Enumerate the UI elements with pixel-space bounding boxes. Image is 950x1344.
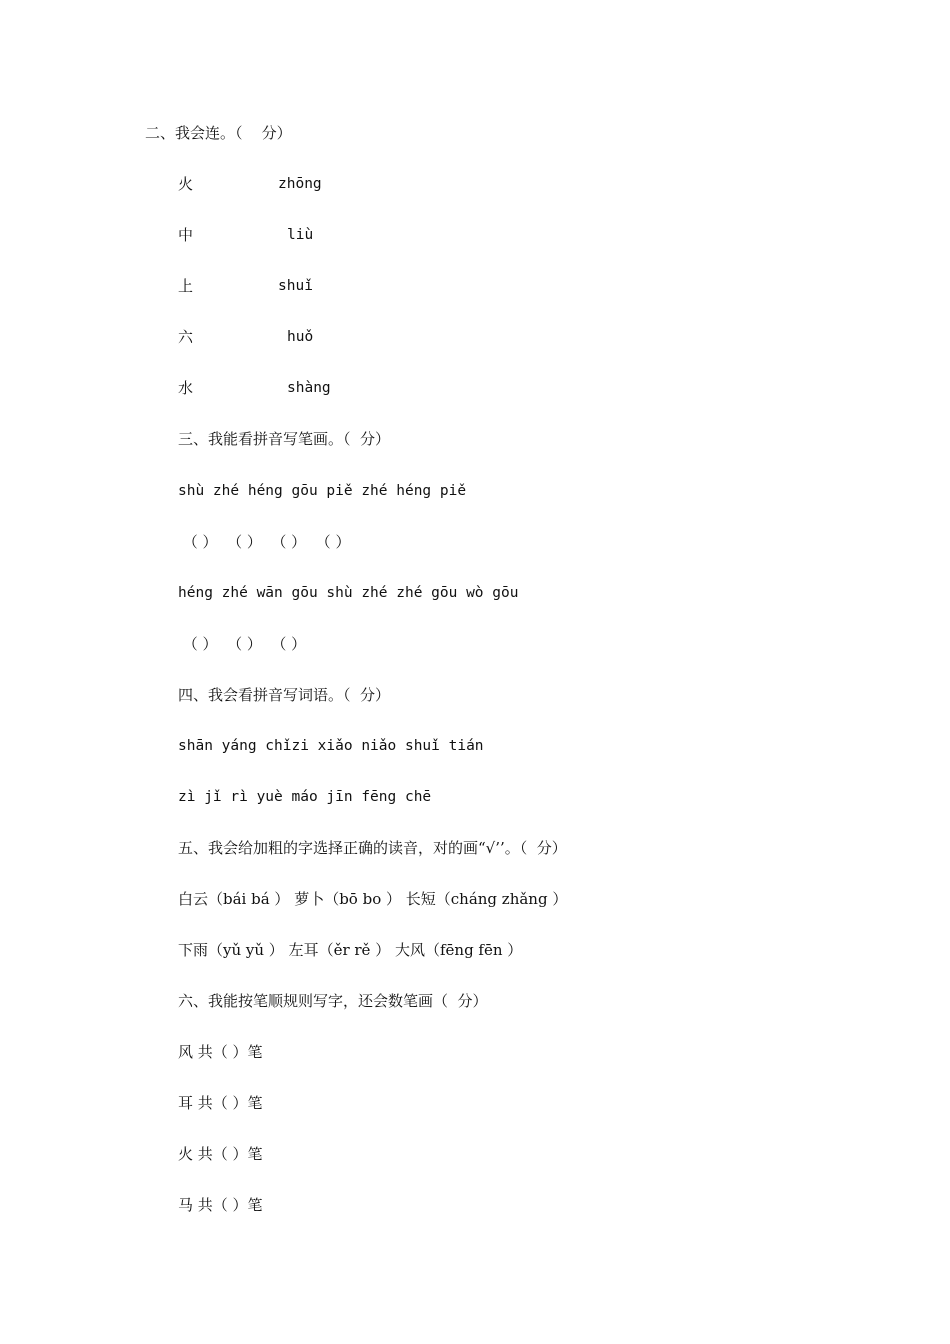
- section-5-heading: 五、我会给加粗的字选择正确的读音，对的画“√’’。（ 分）: [178, 839, 567, 857]
- stroke-count-item-1: 风 共（ ）笔: [178, 1043, 263, 1061]
- reading-choice-row-2: 下雨（yǔ yǔ ） 左耳（ěr rě ） 大风（fēng fēn ）: [178, 941, 523, 959]
- stroke-pinyin-row-2: héng zhé wān gōu shù zhé zhé gōu wò gōu: [178, 585, 519, 601]
- match-char-4: 六: [178, 328, 194, 346]
- match-pinyin-4: huǒ: [287, 329, 314, 345]
- word-pinyin-row-1: shān yáng chǐzi xiǎo niǎo shuǐ tián: [178, 738, 484, 754]
- match-char-1: 火: [178, 175, 194, 193]
- match-char-2: 中: [178, 226, 194, 244]
- match-char-3: 上: [178, 277, 194, 295]
- word-pinyin-row-2: zì jǐ rì yuè máo jīn fēng chē: [178, 789, 432, 805]
- section-3-heading: 三、我能看拼音写笔画。（ 分）: [178, 430, 391, 448]
- match-pinyin-3: shuǐ: [278, 278, 313, 294]
- stroke-count-item-3: 火 共（ ）笔: [178, 1145, 263, 1163]
- match-pinyin-2: liù: [287, 227, 314, 243]
- stroke-count-item-4: 马 共（ ）笔: [178, 1196, 263, 1214]
- reading-choice-row-1: 白云（bái bá ） 萝卜（bō bo ） 长短（cháng zhǎng ）: [178, 890, 568, 908]
- section-2-heading: 二、我会连。（ 分）: [145, 124, 292, 142]
- match-pinyin-1: zhōng: [278, 176, 322, 192]
- section-4-heading: 四、我会看拼音写词语。（ 分）: [178, 686, 391, 704]
- match-char-5: 水: [178, 379, 194, 397]
- match-pinyin-5: shàng: [287, 380, 331, 396]
- stroke-pinyin-row-1: shù zhé héng gōu piě zhé héng piě: [178, 483, 467, 499]
- stroke-count-item-2: 耳 共（ ）笔: [178, 1094, 263, 1112]
- section-6-heading: 六、我能按笔顺规则写字，还会数笔画（ 分）: [178, 992, 488, 1010]
- stroke-blanks-row-2: （ ） （ ） （ ）: [178, 635, 307, 653]
- stroke-blanks-row-1: （ ） （ ） （ ） （ ）: [178, 533, 351, 551]
